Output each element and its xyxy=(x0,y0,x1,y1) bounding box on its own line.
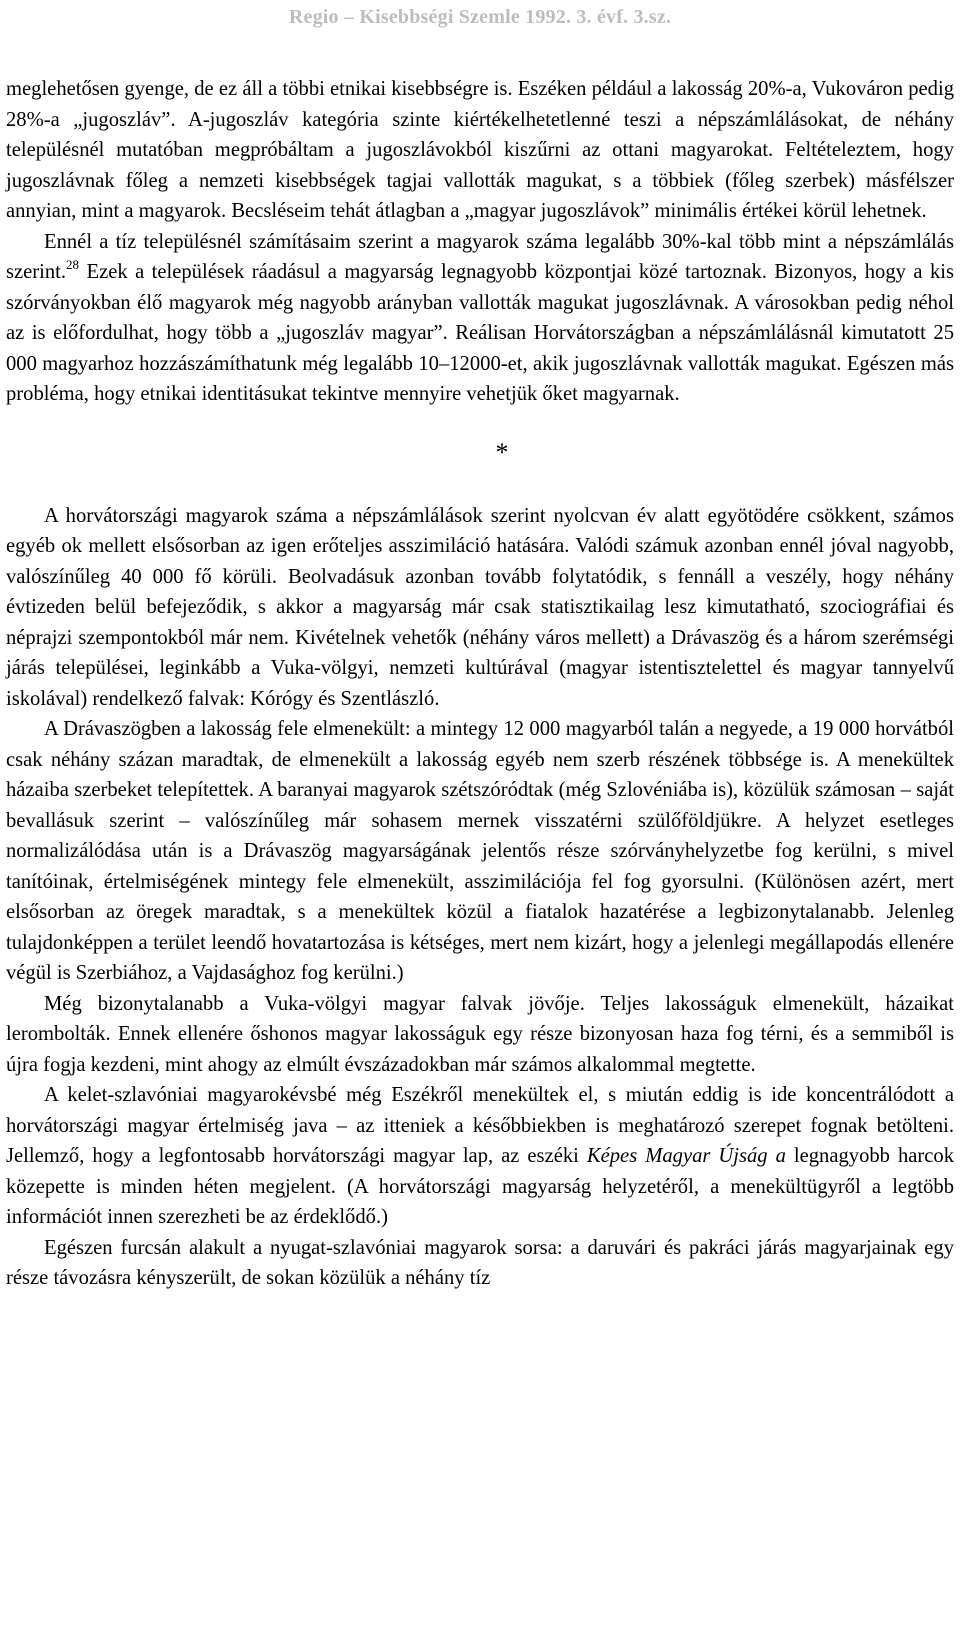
running-header: Regio – Kisebbségi Szemle 1992. 3. évf. 3.sz. xyxy=(288,6,672,28)
paragraph-1: meglehetősen gyenge, de ez áll a többi etnikai kisebbségre is. Eszéken például a lakosság 20%-a, Vukováron pedig 28%-a „jugoszláv”. A-jugoszláv kategória szinte kiértékelhetetlenné teszi a népszámlálásokat, de néhány településnél mutatóban megpróbáltam a jugoszlávokból kiszűrni az ottani magyarokat. Feltételeztem, hogy jugoszlávnak főleg a nemzeti kisebbségek tagjai vallották magukat, s a többiek (főleg szerbek) másfélszer annyian, mint a magyarok. Becsléseim tehát átlagban a „magyar jugoszlávok” minimális értékei körül lehetnek. xyxy=(6,78,954,222)
paragraph-4: A Drávaszögben a lakosság fele elmenekült: a mintegy 12 000 magyarból talán a negyede, a 19 000 horvátból csak néhány százan maradtak, de elmenekült a lakosság egyéb nem szerb részének többsége is. A menekültek házaiba szerbeket telepítettek. A baranyai magyarok szétszóródtak (még Szlovéniába is), közülük számosan – saját bevallásuk szerint – valószínűleg már sohasem mernek visszatérni szülőföldjükre. A helyzet esetleges normalizálódása után is a Drávaszög magyarságának jelentős része szórványhelyzetbe fog kerülni, s mivel tanítóinak, értelmiségének mintegy fele elmenekült, asszimilációja fel fog gyorsulni. (Különösen azért, mert elsősorban az öregek maradtak, s a menekültek közül a fiatalok hazatérése a legbizonytalanabb. Jelenleg tulajdonképpen a terület leendő hovatartozása is kétséges, mert nem kizárt, hogy a jelenlegi megállapodás ellenére végül is Szerbiához, a Vajdasághoz fog kerülni.) xyxy=(6,718,954,984)
newspaper-title: Képes Magyar Újság a xyxy=(586,1145,786,1167)
paragraph-5: Még bizonytalanabb a Vuka-völgyi magyar falvak jövője. Teljes lakosságuk elmenekült, házaikat lerombolták. Ennek ellenére őshonos magyar lakosságuk egy része bizonyosan haza fog térni, és a semmiből is újra fogja kezdeni, mint ahogy az elmúlt évszázadokban már számos alkalommal megtette. xyxy=(6,992,954,1076)
paragraph-2-text-a: Ennél a tíz településnél számításaim szerint a magyarok száma legalább 30%-kal több mint a népszámlálás szerint. xyxy=(6,230,954,283)
document-body xyxy=(6,74,954,1294)
paragraph-6-text-b: legnagyobb harcok közepette is minden héten megjelent. (A horvátországi magyarság helyzetéről, a menekültügyről a legtöbb információt innen szerezheti be az érdeklődő.) xyxy=(6,1145,954,1228)
paragraph-3: A horvátországi magyarok száma a népszámlálások szerint nyolcvan év alatt egyötödére csökkent, számos egyéb ok mellett elsősorban az igen erőteljes asszimiláció hatására. Valódi számuk azonban ennél jóval nagyobb, valószínűleg 40 000 fő körüli. Beolvadásuk azonban tovább folytatódik, s fennáll a veszély, hogy néhány évtizeden belül befejeződik, s akkor a magyarság már csak statisztikailag lesz kimutatható, szociográfiai és néprajzi szempontokból már nem. Kivételnek vehetők (néhány város mellett) a Drávaszög és a három szerémségi járás települései, leginkább a Vuka-völgyi, nemzeti kultúrával (magyar istentisztelettel és magyar tannyelvű iskolával) rendelkező falvak: Kórógy és Szentlászló. xyxy=(6,504,954,710)
paragraph-6 xyxy=(6,1080,954,1233)
section-divider xyxy=(6,410,954,501)
asterisk-divider: * xyxy=(495,437,509,467)
paragraph-6-text-a: A kelet-szlavóniai magyarokévsbé még Eszékről menekültek el, s miután eddig is ide koncentrálódott a horvátországi magyar értelmiség java – az itteniek a későbbiekben is meghatározó szerepet fognak betölteni. Jellemző, hogy a legfontosabb horvátországi magyar lap, az eszéki xyxy=(6,1084,954,1167)
paragraph-2 xyxy=(6,227,954,410)
footnote-ref-28[interactable]: 28 xyxy=(66,257,80,272)
paragraph-2-text-b: Ezek a települések ráadásul a magyarság legnagyobb központjai közé tartoznak. Bizonyos, hogy a kis szórványokban élő magyarok még nagyobb arányban vallották magukat jugoszlávnak. A városokban pedig néhol az is előfordulhat, hogy több a „jugoszláv magyar”. Reálisan Horvátországban a népszámlálásnál kimutatott 25 000 magyarhoz hozzászámíthatunk még legalább 10–12000-et, akik jugoszlávnak vallották magukat. Egészen más probléma, hogy etnikai identitásukat tekintve mennyire vehetjük őket magyarnak. xyxy=(6,261,954,405)
paragraph-7: Egészen furcsán alakult a nyugat-szlavóniai magyarok sorsa: a daruvári és pakráci járás magyarjainak egy része távozásra kényszerült, de sokan közülük a néhány tíz xyxy=(6,1236,954,1289)
